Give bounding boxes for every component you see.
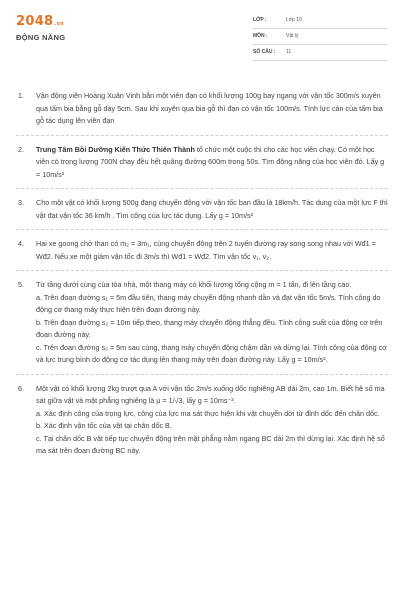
- meta-value: Lớp 10: [286, 17, 302, 23]
- subject-title: ĐỘNG NĂNG: [16, 33, 66, 42]
- question-item: [0, 197, 400, 222]
- question-text: Cho một vật có khối lượng 500g đang chuyển động với vận tốc ban đầu là 18km/h. Tác dụng của một lực F thì vật đạt vận tốc 36 km/h . Tìm công của lực tác dụng. Lấy g = 10m/s²: [36, 198, 388, 220]
- question-subpart: a. Trên đoạn đường s₁ = 5m đầu tiên, thang máy chuyển động nhanh dần và đạt vận tốc 5m/s. Tính công do động cơ thang máy thực hiện trên đoạn đường này.: [36, 292, 381, 314]
- meta-row-class: [253, 15, 387, 29]
- question-divider: [16, 270, 388, 271]
- question-item: [0, 90, 400, 128]
- question-number: 3.: [18, 198, 24, 207]
- question-subpart: b. Xác định vận tốc của vật tại chân dốc B.: [36, 421, 172, 430]
- question-divider: [16, 135, 388, 136]
- question-text-rest: tổ chức một cuộc thi cho các học viên chạy. Có một học viên có trọng lượng 700N chạy đều hết quãng đường 600m trong 50s. Tìm động năng của học viên đó. Lấy g = 10m/s²: [36, 144, 385, 179]
- question-number: 2.: [18, 144, 24, 154]
- question-item: [0, 238, 400, 263]
- question-number: 5.: [18, 280, 24, 289]
- question-list: [0, 90, 400, 458]
- question-item: [0, 279, 400, 367]
- question-item: [0, 383, 400, 458]
- page-header: [0, 0, 400, 74]
- question-text: Từ tầng dưới cùng của tòa nhà, một thang máy có khối lượng tổng cộng m = 1 tấn, đi lên tầng cao.: [36, 280, 352, 289]
- bold-text: Trung Tâm Bồi Dưỡng Kiến Thức Thiên Thành: [36, 144, 195, 154]
- question-number: 4.: [18, 239, 24, 248]
- meta-value: 11: [286, 49, 292, 55]
- meta-row-count: [253, 47, 387, 61]
- site-logo[interactable]: 2048.vn: [16, 14, 65, 29]
- question-text: [36, 144, 388, 182]
- question-text: Hai xe goong chở than có m₂ = 3m₁, cùng chuyển động trên 2 tuyến đường ray song song nhau với Wđ1 = Wđ2. Nếu xe một giảm vận tốc đi 3m/s thì Wđ1 = Wđ2. Tìm vận tốc v₁, v₂.: [36, 239, 376, 261]
- question-divider: [16, 229, 388, 230]
- meta-label: SỐ CÂU :: [253, 49, 276, 55]
- question-subpart: c. Trên đoạn đường s₃ = 5m sau cùng, thang máy chuyển động chậm dần và dừng lại. Tính công của động cơ và lực trung bình do động cơ tác dụng lên thang máy trên đoạn đường này. Lấy g = 10m/s².: [36, 342, 387, 364]
- meta-row-subject: [253, 31, 387, 45]
- question-text: Một vật có khối lượng 2kg trượt qua A với vận tốc 2m/s xuống dốc nghiêng AB dài 2m, cao 1m. Biết hệ số ma sát giữa vật và mặt phẳng nghiêng là μ = 1/√3, lấy g = 10ms⁻².: [36, 383, 385, 405]
- question-number: 1.: [18, 91, 24, 100]
- question-subpart: a. Xác định công của trọng lực, công của lực ma sát thực hiện khi vật chuyển dời từ đỉnh dốc đến chân dốc.: [36, 408, 380, 418]
- question-subpart: c. Tại chân dốc B vật tiếp tục chuyển động trên mặt phẳng nằm ngang BC dài 2m thì dừng lại. Xác định hệ số ma sát trên đoạn đường BC này.: [36, 433, 385, 455]
- question-item: [0, 144, 400, 182]
- meta-table: [253, 15, 387, 63]
- question-number: 6.: [18, 383, 24, 393]
- meta-label: MÔN :: [253, 33, 268, 39]
- question-divider: [16, 374, 388, 375]
- question-subpart: b. Trên đoạn đường s₂ = 10m tiếp theo, thang máy chuyển động thẳng đều. Tính công suất của động cơ trên đoạn đường này.: [36, 317, 383, 339]
- question-divider: [16, 188, 388, 189]
- question-text: Vận động viên Hoàng Xuân Vinh bắn một viên đạn có khối lượng 100g bay ngang với vận tốc 300m/s xuyên qua tấm bia bằng gỗ dày 5cm. Sau khi xuyên qua bia gỗ thì đạn có vận tốc 100m/s. Tính lực cản của tấm bia gỗ tác dụng lên viên đạn: [36, 91, 383, 125]
- meta-label: LỚP :: [253, 17, 267, 23]
- meta-value: Vật lý: [286, 33, 299, 39]
